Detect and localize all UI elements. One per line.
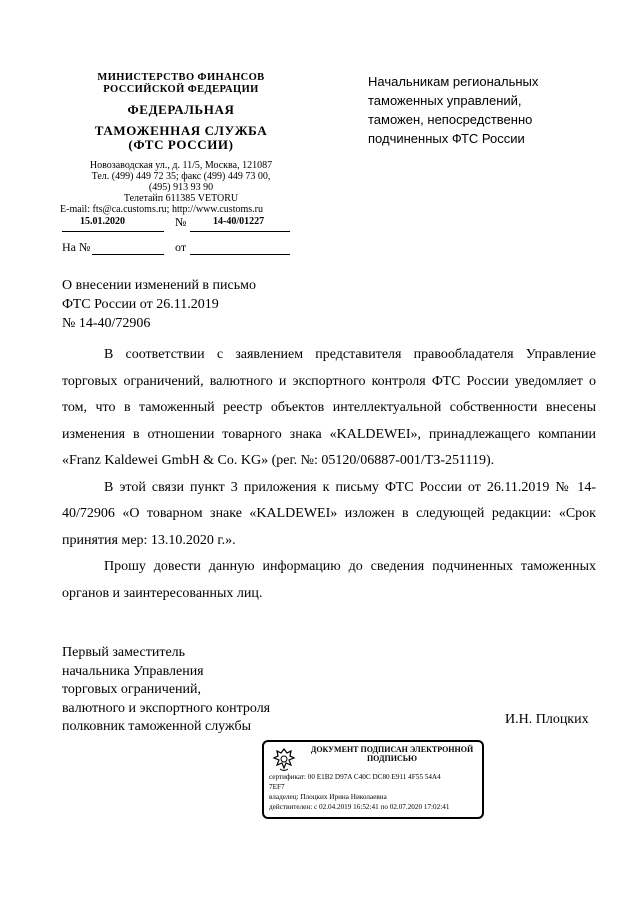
letterhead	[56, 72, 306, 215]
subject-line2: ФТС России от 26.11.2019	[62, 297, 219, 312]
stamp-title-line2: ПОДПИСЬЮ	[366, 754, 418, 763]
subject-line1: О внесении изменений в письмо	[62, 278, 256, 293]
signatory-name: И.Н. Плоцких	[505, 712, 589, 727]
letter-body	[62, 342, 596, 607]
electronic-signature-stamp	[262, 740, 484, 819]
service-name-line2: ТАМОЖЕННАЯ СЛУЖБА	[94, 123, 268, 138]
position-line5: полковник таможенной службы	[62, 719, 252, 734]
ministry-name-line2: РОССИЙСКОЙ ФЕДЕРАЦИИ	[103, 84, 259, 95]
recipient-block	[368, 72, 588, 148]
certificate-number-line2: 7EF7	[269, 783, 285, 791]
date-underline	[62, 231, 164, 232]
certificate-number-line1: сертификат: 00 E1B2 D97A C40C DC80 E911 4F55 54A4	[269, 773, 441, 781]
address-line3: (495) 913 93 90	[148, 182, 214, 193]
signatory-position	[62, 644, 270, 737]
subject-block	[62, 276, 256, 333]
ministry-name-line1: МИНИСТЕРСТВО ФИНАНСОВ	[97, 72, 265, 83]
certificate-validity: действителен: с 02.04.2019 16:52:41 по 02.07.2020 17:02:41	[269, 803, 450, 811]
address-line1: Новозаводская ул., д. 11/5, Москва, 121087	[89, 160, 273, 171]
body-paragraph-3: Прошу довести данную информацию до сведения подчиненных таможенных органов и заинтересованных лиц.	[62, 559, 596, 601]
reference-underline	[92, 254, 164, 255]
body-paragraph-1: В соответствии с заявлением представителя правообладателя Управление торговых ограничений, валютного и экспортного контроля ФТС России уведомляет о том, что в таможенный реестр объектов интеллектуальной собственности внесены изменения в отношении товарного знака «KALDEWEI», принадлежащего компании «Franz Kaldewei GmbH & Co. KG» (рег. №: 05120/06887-001/ТЗ-251119).	[62, 347, 596, 468]
subject-line3: № 14-40/72906	[62, 316, 151, 331]
recipient-line1: Начальникам региональных	[368, 74, 539, 89]
position-line2: начальника Управления	[62, 663, 204, 679]
body-paragraph-2: В этой связи пункт 3 приложения к письму ФТС России от 26.11.2019 № 14-40/72906 «О товарном знаке «KALDEWEI» изложен в следующей редакции: «Срок принятия мер: 13.10.2020 г.».	[62, 479, 596, 548]
registration-date: 15.01.2020	[80, 216, 125, 227]
recipient-line4: подчиненных ФТС России	[368, 131, 525, 146]
email-line: E-mail: fts@ca.customs.ru; http://www.customs.ru	[60, 204, 263, 215]
service-name-line3: (ФТС РОССИИ)	[128, 137, 234, 152]
number-underline	[190, 231, 290, 232]
certificate-owner: владелец: Плоцких Ирина Николаевна	[269, 793, 387, 801]
recipient-line2: таможенных управлений,	[368, 93, 522, 108]
telex-line: Телетайп 611385 VETORU	[123, 193, 239, 204]
stamp-title-line1: ДОКУМЕНТ ПОДПИСАН ЭЛЕКТРОННОЙ	[310, 745, 474, 754]
recipient-line3: таможен, непосредственно	[368, 112, 533, 127]
position-line4: валютного и экспортного контроля	[62, 700, 271, 716]
certificate-details	[269, 772, 481, 812]
reference-label: На №	[62, 240, 91, 254]
number-sign: №	[175, 215, 187, 229]
registration-number: 14-40/01227	[213, 216, 265, 227]
service-name-line1: ФЕДЕРАЛЬНАЯ	[127, 102, 235, 117]
reference-date-underline	[190, 254, 290, 255]
address-line2: Тел. (499) 449 72 35; факс (499) 449 73 00,	[91, 171, 271, 182]
reference-from-label: от	[175, 240, 187, 254]
emblem-icon	[270, 746, 298, 774]
stamp-title	[304, 745, 480, 763]
position-line1: Первый заместитель	[62, 645, 186, 660]
position-line3: торговых ограничений,	[62, 682, 202, 697]
